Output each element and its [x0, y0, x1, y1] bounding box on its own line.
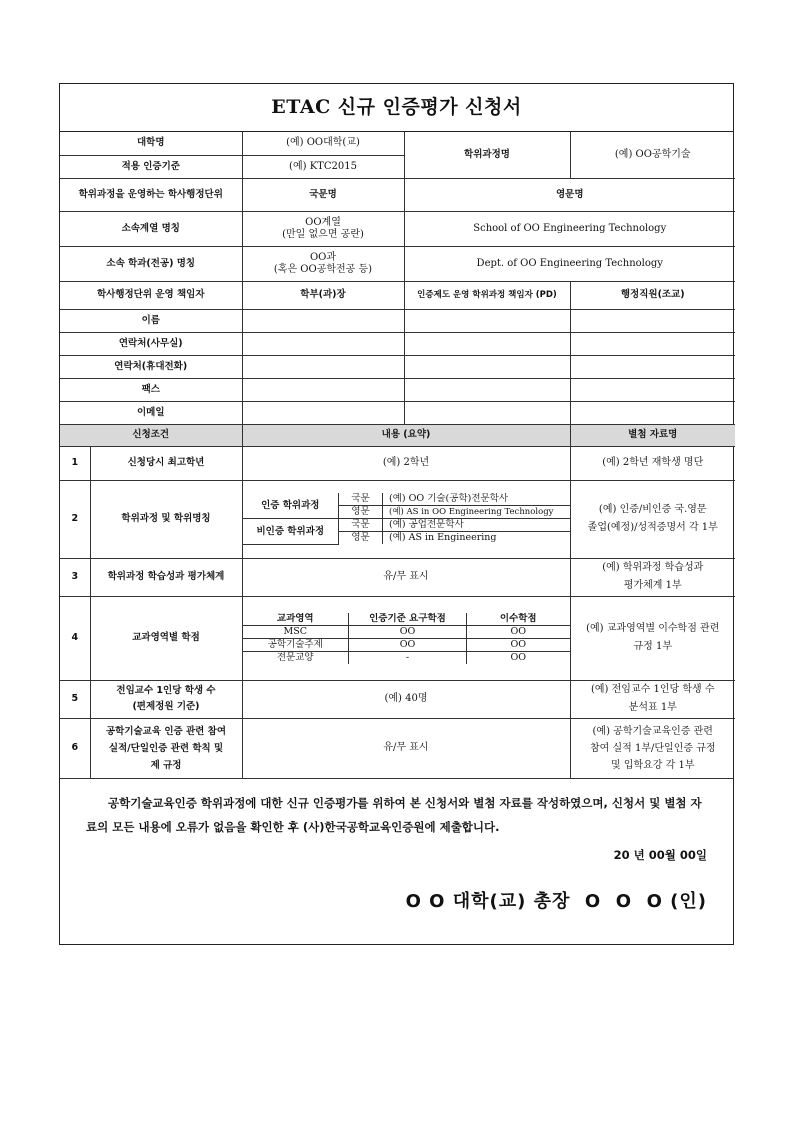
form-title: ETAC 신규 인증평가 신청서: [60, 84, 733, 132]
condition-content: (예) 2학년: [242, 446, 570, 480]
signature-line: O O 대학(교) 총장 O O O (인): [405, 891, 707, 912]
contact-cell[interactable]: [570, 332, 735, 355]
table-row: [60, 355, 735, 378]
dept-series-kor: OO계열 (만일 없으면 공란): [242, 211, 404, 246]
application-form: [59, 83, 734, 945]
kor-name-header: 국문명: [242, 178, 404, 211]
table-row: [60, 246, 735, 281]
lang-kor: 국문: [339, 493, 383, 506]
attach-header: 별첨 자료명: [570, 424, 735, 446]
condition-label: 교과영역별 학점: [90, 596, 242, 680]
cert-eng: (예) AS in OO Engineering Technology: [383, 506, 570, 519]
condition-attach: (예) 교과영역별 이수학점 관련 규정 1부: [570, 596, 735, 680]
univ-label: 대학명: [60, 132, 242, 155]
table-row: [60, 401, 735, 424]
degree-subtable: [242, 480, 570, 558]
condition-label: 공학기술교육 인증 관련 참여 실적/단일인증 관련 학칙 및 제 규정: [90, 718, 242, 778]
program-label: 학위과정명: [404, 132, 570, 178]
credits-done: OO: [467, 625, 570, 638]
contact-cell[interactable]: [570, 401, 735, 424]
contact-cell[interactable]: [404, 309, 570, 332]
lang-kor: 국문: [339, 519, 383, 532]
contact-cell[interactable]: [404, 332, 570, 355]
contact-cell[interactable]: [242, 378, 404, 401]
contacts-col-head: 학부(과)장: [242, 281, 404, 309]
application-table: [60, 132, 735, 778]
condition-label: 신청당시 최고학년: [90, 446, 242, 480]
noncert-label: 비인증 학위과정: [243, 519, 339, 545]
row-number: 5: [60, 680, 90, 718]
contact-cell[interactable]: [242, 355, 404, 378]
credits-done-header: 이수학점: [467, 613, 570, 626]
criteria-label: 적용 인증기준: [60, 155, 242, 178]
table-row: [60, 596, 735, 680]
contact-cell[interactable]: [570, 355, 735, 378]
contacts-header: 학사행정단위 운영 책임자: [60, 281, 242, 309]
contact-row-label: 이메일: [60, 401, 242, 424]
dept-series-label: 소속계열 명칭: [60, 211, 242, 246]
credits-area: 전문교양: [243, 651, 349, 664]
table-row: [60, 178, 735, 211]
cert-kor: (예) OO 기술(공학)전문학사: [383, 493, 570, 506]
contact-row-label: 이름: [60, 309, 242, 332]
lang-eng: 영문: [339, 532, 383, 545]
eng-name-header: 영문명: [404, 178, 735, 211]
table-row: [60, 424, 735, 446]
dept-kor: OO과 (혹은 OO공학전공 등): [242, 246, 404, 281]
program-value: (예) OO공학기술: [570, 132, 735, 178]
condition-content: 유/무 표시: [242, 718, 570, 778]
table-row: [60, 132, 735, 155]
row-number: 4: [60, 596, 90, 680]
univ-value: (예) OO대학(교): [242, 132, 404, 155]
contact-cell[interactable]: [404, 378, 570, 401]
dept-eng: Dept. of OO Engineering Technology: [404, 246, 735, 281]
contact-cell[interactable]: [242, 309, 404, 332]
contact-row-label: 팩스: [60, 378, 242, 401]
contact-cell[interactable]: [570, 309, 735, 332]
table-row: [60, 718, 735, 778]
row-number: 2: [60, 480, 90, 558]
declaration-text: 공학기술교육인증 학위과정에 대한 신규 인증평가를 위하여 본 신청서와 별첨 자료를 작성하였으며, 신청서 및 별첨 자료의 모든 내용에 오류가 없음을 확인한 후 (사)한국공학교육인증원에 제출합니다.: [86, 796, 702, 834]
credits-req: OO: [349, 638, 467, 651]
contacts-col-staff: 행정직원(조교): [570, 281, 735, 309]
contact-cell[interactable]: [404, 401, 570, 424]
contact-row-label: 연락처(사무실): [60, 332, 242, 355]
table-row: [60, 558, 735, 596]
unit-label: 학위과정을 운영하는 학사행정단위: [60, 178, 242, 211]
condition-content: 유/무 표시: [242, 558, 570, 596]
credits-req-header: 인증기준 요구학점: [349, 613, 467, 626]
table-row: [60, 680, 735, 718]
condition-label: 전임교수 1인당 학생 수 (편제정원 기준): [90, 680, 242, 718]
credits-area-header: 교과영역: [243, 613, 349, 626]
noncert-kor: (예) 공업전문학사: [383, 519, 570, 532]
condition-attach: (예) 2학년 재학생 명단: [570, 446, 735, 480]
row-number: 6: [60, 718, 90, 778]
noncert-eng: (예) AS in Engineering: [383, 532, 570, 545]
cert-label: 인증 학위과정: [243, 493, 339, 519]
table-row: [60, 281, 735, 309]
credits-subtable: [242, 596, 570, 680]
contact-cell[interactable]: [570, 378, 735, 401]
credits-req: OO: [349, 625, 467, 638]
contacts-col-pd: 인증제도 운영 학위과정 책임자 (PD): [404, 281, 570, 309]
contact-cell[interactable]: [404, 355, 570, 378]
row-number: 3: [60, 558, 90, 596]
dept-label: 소속 학과(전공) 명칭: [60, 246, 242, 281]
table-row: [60, 309, 735, 332]
credits-done: OO: [467, 651, 570, 664]
credits-area: MSC: [243, 625, 349, 638]
condition-label: 학위과정 학습성과 평가체계: [90, 558, 242, 596]
condition-attach: (예) 공학기술교육인증 관련 참여 실적 1부/단일인증 규정 및 입학요강 각 1부: [570, 718, 735, 778]
table-row: [60, 332, 735, 355]
criteria-value: (예) KTC2015: [242, 155, 404, 178]
contact-cell[interactable]: [242, 332, 404, 355]
dept-series-eng: School of OO Engineering Technology: [404, 211, 735, 246]
content-header: 내용 (요약): [242, 424, 570, 446]
declaration-section: [60, 778, 733, 913]
submission-date: 20 년 00월 00일: [613, 848, 707, 862]
contact-row-label: 연락처(휴대전화): [60, 355, 242, 378]
table-row: [60, 446, 735, 480]
credits-req: -: [349, 651, 467, 664]
condition-label: 학위과정 및 학위명칭: [90, 480, 242, 558]
row-number: 1: [60, 446, 90, 480]
contact-cell[interactable]: [242, 401, 404, 424]
table-row: [60, 480, 735, 558]
table-row: [60, 378, 735, 401]
credits-area: 공학기술주제: [243, 638, 349, 651]
lang-eng: 영문: [339, 506, 383, 519]
condition-content: (예) 40명: [242, 680, 570, 718]
condition-attach: (예) 인증/비인증 국.영문 졸업(예정)/성적증명서 각 1부: [570, 480, 735, 558]
table-row: [60, 211, 735, 246]
conditions-header: 신청조건: [60, 424, 242, 446]
condition-attach: (예) 전임교수 1인당 학생 수 분석표 1부: [570, 680, 735, 718]
credits-done: OO: [467, 638, 570, 651]
condition-attach: (예) 학위과정 학습성과 평가체계 1부: [570, 558, 735, 596]
